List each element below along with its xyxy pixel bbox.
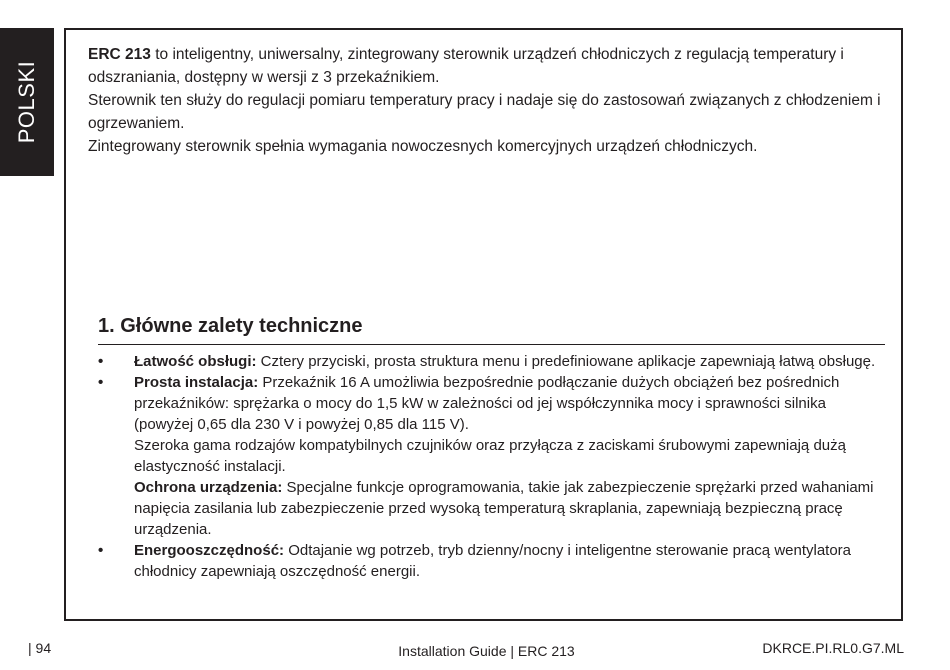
intro-paragraph-1 bbox=[88, 43, 888, 89]
intro-text bbox=[88, 43, 888, 158]
feature-label: Łatwość obsługi: bbox=[134, 353, 257, 370]
intro-paragraph-2: Sterownik ten służy do regulacji pomiaru temperatury pracy i nadaje się do zastosowań związanych z chłodzeniem i ogrzewaniem. bbox=[88, 92, 881, 132]
bullet: • bbox=[98, 542, 104, 559]
feature-sub-label: Ochrona urządzenia: bbox=[134, 479, 283, 496]
feature-sub-text: Specjalne funkcje oprogramowania, takie jak zabezpieczenie sprężarki przed wahaniami napięcia zasilania lub zabezpieczenie przed wysoką temperaturą skraplania, zapewniają bezpieczną pracę urządzenia. bbox=[134, 479, 874, 538]
list-item bbox=[98, 372, 885, 540]
feature-list bbox=[98, 351, 885, 582]
list-item bbox=[98, 540, 885, 582]
page-number: | 94 bbox=[28, 640, 52, 656]
feature-label: Energooszczędność: bbox=[134, 542, 285, 559]
feature-text: Odtajanie wg potrzeb, tryb dzienny/nocny i inteligentne sterowanie pracą wentylatora chłodnicy zapewniają oszczędność energii. bbox=[134, 542, 852, 580]
feature-text: Cztery przyciski, prosta struktura menu i predefiniowane aplikacje zapewniają łatwą obsługę. bbox=[256, 353, 876, 370]
feature-label: Prosta instalacja: bbox=[134, 374, 259, 391]
intro-line-1: to inteligentny, uniwersalny, zintegrowany sterownik urządzeń chłodniczych z regulacją temperatury i odszraniania, dostępny w wersji z 3 przekaźnikiem. bbox=[88, 46, 844, 86]
bullet: • bbox=[98, 374, 104, 391]
feature-extra-text: Szeroka gama rodzajów kompatybilnych czujników oraz przyłącza z zaciskami śrubowymi zapewniają dużą elastyczność instalacji. bbox=[134, 437, 846, 475]
product-name: ERC 213 bbox=[88, 46, 151, 63]
feature-text: Przekaźnik 16 A umożliwia bezpośrednie podłączanie dużych obciążeń bez pośrednich przekaźników: sprężarka o mocy do 1,5 kW w zależności od jej współczynnika mocy i sprawności silnika (powyżej 0,65 dla 230 V i powyżej 0,85 dla 115 V). bbox=[134, 374, 840, 433]
bullet: • bbox=[98, 353, 104, 370]
advantages-section bbox=[98, 312, 885, 582]
list-item bbox=[98, 351, 885, 372]
section-heading: 1. Główne zalety techniczne bbox=[98, 312, 885, 345]
intro-paragraph-3: Zintegrowany sterownik spełnia wymagania nowoczesnych komercyjnych urządzeń chłodniczych. bbox=[88, 138, 758, 155]
document-code: DKRCE.PI.RL0.G7.ML bbox=[762, 640, 904, 656]
content-frame bbox=[64, 28, 903, 621]
language-tab-label: POLSKI bbox=[14, 60, 39, 144]
feature-sub-paragraph bbox=[134, 477, 885, 540]
footer-title: Installation Guide | ERC 213 bbox=[398, 643, 575, 659]
language-tab bbox=[0, 28, 54, 176]
